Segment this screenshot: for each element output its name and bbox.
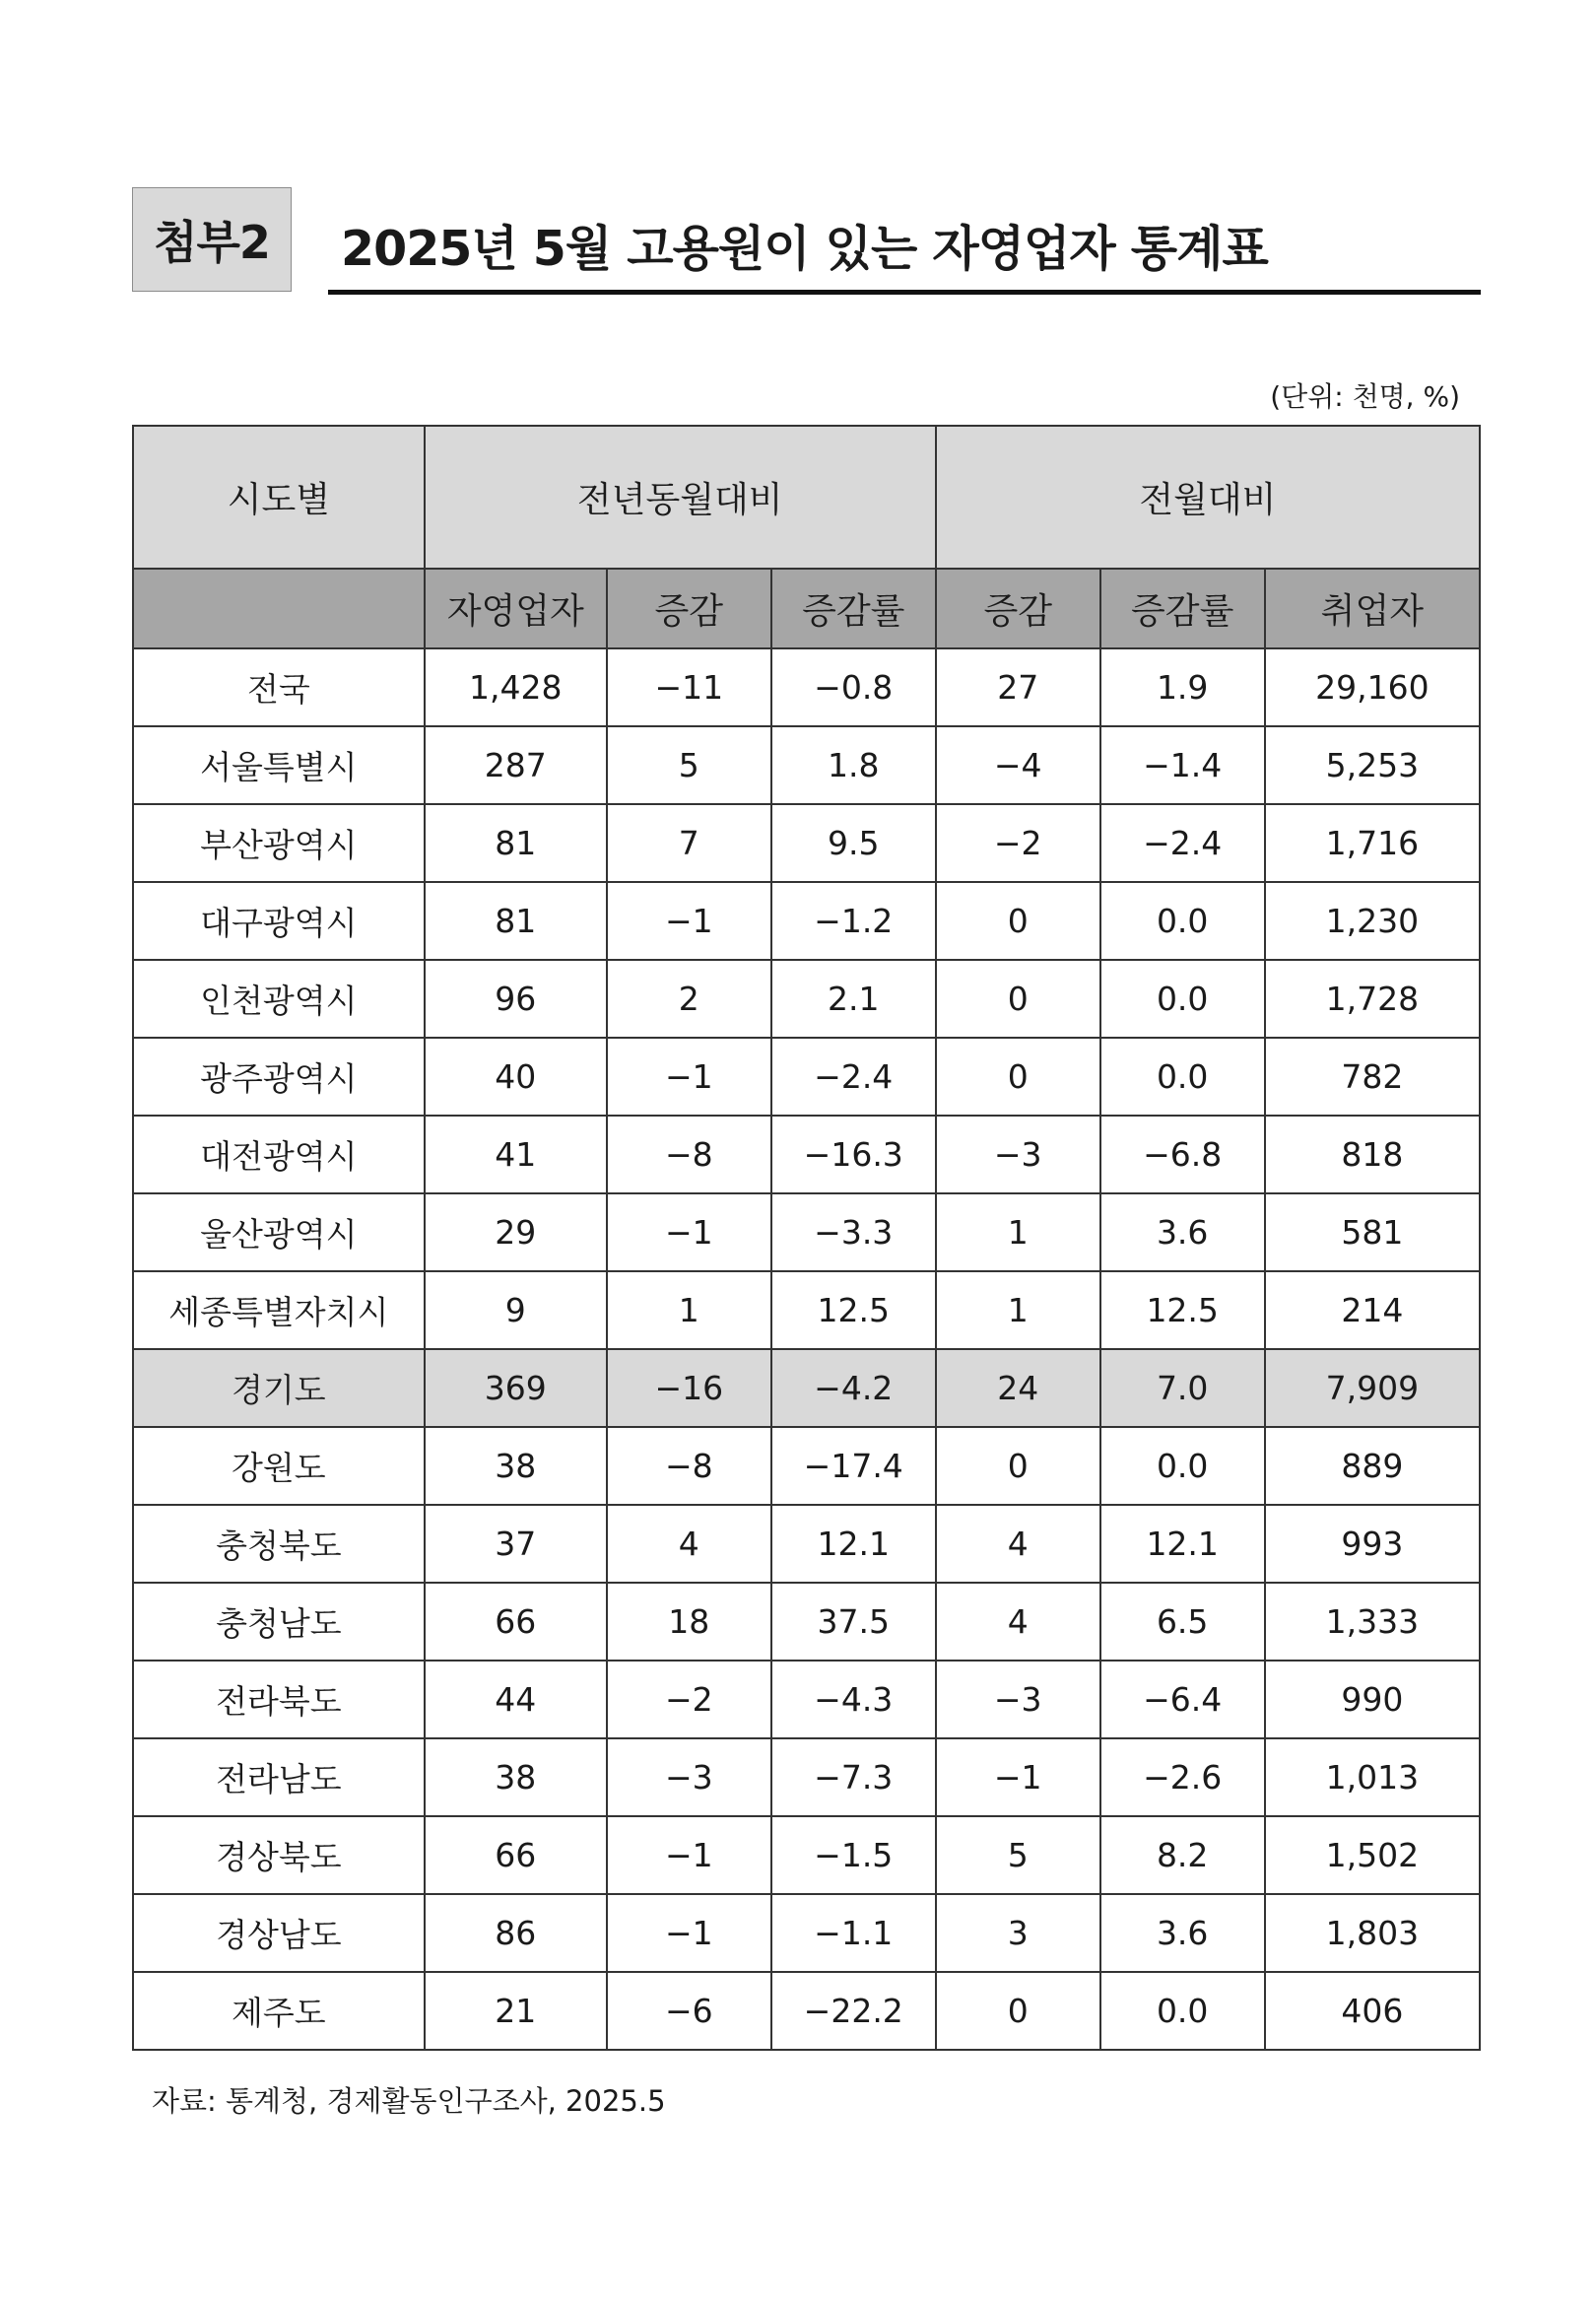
table-row <box>133 726 1480 804</box>
cell-mom-change: 5 <box>936 1816 1100 1894</box>
cell-yoy-change: −1 <box>607 1816 771 1894</box>
table-row <box>133 882 1480 960</box>
cell-yoy-rate: −17.4 <box>771 1427 936 1505</box>
cell-yoy-rate: −4.3 <box>771 1661 936 1738</box>
cell-mom-change: −3 <box>936 1661 1100 1738</box>
cell-employed: 1,333 <box>1265 1583 1480 1661</box>
cell-yoy-rate: 37.5 <box>771 1583 936 1661</box>
cell-yoy-rate: 2.1 <box>771 960 936 1038</box>
subheader-yoy-rate: 증감률 <box>771 569 936 648</box>
header-yoy: 전년동월대비 <box>425 426 936 569</box>
cell-yoy-rate: −22.2 <box>771 1972 936 2050</box>
table-row <box>133 1894 1480 1972</box>
cell-yoy-change: −3 <box>607 1738 771 1816</box>
table-row <box>133 1738 1480 1816</box>
cell-employed: 29,160 <box>1265 648 1480 726</box>
cell-mom-change: 24 <box>936 1349 1100 1427</box>
subheader-self-employed: 자영업자 <box>425 569 607 648</box>
cell-self-employed: 44 <box>425 1661 607 1738</box>
cell-mom-rate: 8.2 <box>1100 1816 1265 1894</box>
cell-employed: 990 <box>1265 1661 1480 1738</box>
cell-employed: 782 <box>1265 1038 1480 1116</box>
cell-yoy-change: 4 <box>607 1505 771 1583</box>
table-row <box>133 1271 1480 1349</box>
cell-yoy-rate: −4.2 <box>771 1349 936 1427</box>
cell-region: 경상남도 <box>133 1894 425 1972</box>
table-row <box>133 1972 1480 2050</box>
cell-self-employed: 66 <box>425 1583 607 1661</box>
cell-employed: 1,728 <box>1265 960 1480 1038</box>
cell-yoy-change: −8 <box>607 1116 771 1193</box>
cell-region: 전국 <box>133 648 425 726</box>
table-row <box>133 1505 1480 1583</box>
cell-yoy-rate: −2.4 <box>771 1038 936 1116</box>
statistics-table <box>132 425 1481 2051</box>
cell-region: 전라남도 <box>133 1738 425 1816</box>
table-row <box>133 1816 1480 1894</box>
cell-employed: 1,502 <box>1265 1816 1480 1894</box>
cell-yoy-change: −6 <box>607 1972 771 2050</box>
cell-self-employed: 86 <box>425 1894 607 1972</box>
unit-label: (단위: 천명, %) <box>1270 380 1460 413</box>
cell-yoy-change: −16 <box>607 1349 771 1427</box>
cell-employed: 1,803 <box>1265 1894 1480 1972</box>
cell-region: 충청북도 <box>133 1505 425 1583</box>
subheader-mom-change: 증감 <box>936 569 1100 648</box>
cell-yoy-rate: −1.2 <box>771 882 936 960</box>
table-row <box>133 1661 1480 1738</box>
cell-mom-change: 4 <box>936 1583 1100 1661</box>
cell-employed: 214 <box>1265 1271 1480 1349</box>
cell-yoy-rate: 9.5 <box>771 804 936 882</box>
cell-mom-change: −2 <box>936 804 1100 882</box>
cell-mom-change: 0 <box>936 1972 1100 2050</box>
cell-yoy-change: 1 <box>607 1271 771 1349</box>
cell-employed: 1,716 <box>1265 804 1480 882</box>
cell-self-employed: 40 <box>425 1038 607 1116</box>
cell-employed: 1,230 <box>1265 882 1480 960</box>
cell-yoy-change: −1 <box>607 1193 771 1271</box>
cell-mom-rate: 0.0 <box>1100 1427 1265 1505</box>
cell-region: 강원도 <box>133 1427 425 1505</box>
table-row <box>133 1193 1480 1271</box>
table-row <box>133 648 1480 726</box>
cell-employed: 581 <box>1265 1193 1480 1271</box>
cell-mom-change: −1 <box>936 1738 1100 1816</box>
cell-yoy-rate: 12.5 <box>771 1271 936 1349</box>
cell-self-employed: 38 <box>425 1427 607 1505</box>
cell-mom-rate: −1.4 <box>1100 726 1265 804</box>
cell-region: 충청남도 <box>133 1583 425 1661</box>
page-title: 2025년 5월 고용원이 있는 자영업자 통계표 <box>341 221 1268 277</box>
cell-region: 경기도 <box>133 1349 425 1427</box>
cell-self-employed: 38 <box>425 1738 607 1816</box>
cell-employed: 818 <box>1265 1116 1480 1193</box>
cell-region: 울산광역시 <box>133 1193 425 1271</box>
cell-employed: 5,253 <box>1265 726 1480 804</box>
cell-self-employed: 37 <box>425 1505 607 1583</box>
cell-employed: 406 <box>1265 1972 1480 2050</box>
cell-yoy-change: 18 <box>607 1583 771 1661</box>
cell-yoy-rate: 12.1 <box>771 1505 936 1583</box>
cell-yoy-change: −1 <box>607 1038 771 1116</box>
cell-mom-change: 0 <box>936 960 1100 1038</box>
cell-self-employed: 9 <box>425 1271 607 1349</box>
cell-mom-rate: −2.4 <box>1100 804 1265 882</box>
cell-region: 전라북도 <box>133 1661 425 1738</box>
cell-mom-rate: 7.0 <box>1100 1349 1265 1427</box>
cell-mom-change: 0 <box>936 882 1100 960</box>
cell-self-employed: 369 <box>425 1349 607 1427</box>
group-header-row <box>133 426 1480 569</box>
cell-region: 인천광역시 <box>133 960 425 1038</box>
table-row <box>133 1116 1480 1193</box>
cell-region: 제주도 <box>133 1972 425 2050</box>
table-body <box>133 648 1480 2050</box>
cell-region: 경상북도 <box>133 1816 425 1894</box>
cell-region: 세종특별자치시 <box>133 1271 425 1349</box>
cell-mom-rate: 0.0 <box>1100 960 1265 1038</box>
cell-mom-change: −4 <box>936 726 1100 804</box>
cell-mom-rate: −2.6 <box>1100 1738 1265 1816</box>
cell-mom-rate: 0.0 <box>1100 1038 1265 1116</box>
cell-self-employed: 96 <box>425 960 607 1038</box>
cell-yoy-change: −11 <box>607 648 771 726</box>
cell-yoy-change: −8 <box>607 1427 771 1505</box>
cell-mom-change: 0 <box>936 1038 1100 1116</box>
cell-mom-rate: 6.5 <box>1100 1583 1265 1661</box>
cell-yoy-change: 2 <box>607 960 771 1038</box>
cell-yoy-change: −2 <box>607 1661 771 1738</box>
header-region: 시도별 <box>133 426 425 569</box>
cell-employed: 993 <box>1265 1505 1480 1583</box>
subheader-yoy-change: 증감 <box>607 569 771 648</box>
cell-yoy-change: −1 <box>607 882 771 960</box>
cell-yoy-change: −1 <box>607 1894 771 1972</box>
cell-mom-change: 3 <box>936 1894 1100 1972</box>
cell-mom-rate: 0.0 <box>1100 1972 1265 2050</box>
table-row <box>133 1583 1480 1661</box>
table-row <box>133 960 1480 1038</box>
table-row <box>133 1427 1480 1505</box>
cell-region: 대구광역시 <box>133 882 425 960</box>
cell-mom-rate: 3.6 <box>1100 1894 1265 1972</box>
cell-self-employed: 1,428 <box>425 648 607 726</box>
header-mom: 전월대비 <box>936 426 1480 569</box>
sub-header-row <box>133 569 1480 648</box>
cell-employed: 7,909 <box>1265 1349 1480 1427</box>
cell-employed: 889 <box>1265 1427 1480 1505</box>
cell-mom-change: 27 <box>936 648 1100 726</box>
cell-mom-change: 1 <box>936 1193 1100 1271</box>
cell-yoy-rate: −1.5 <box>771 1816 936 1894</box>
source-note: 자료: 통계청, 경제활동인구조사, 2025.5 <box>152 2084 666 2118</box>
table-row <box>133 1038 1480 1116</box>
cell-self-employed: 81 <box>425 882 607 960</box>
cell-yoy-rate: −16.3 <box>771 1116 936 1193</box>
cell-mom-change: −3 <box>936 1116 1100 1193</box>
cell-self-employed: 287 <box>425 726 607 804</box>
cell-yoy-change: 5 <box>607 726 771 804</box>
cell-mom-rate: −6.4 <box>1100 1661 1265 1738</box>
cell-region: 서울특별시 <box>133 726 425 804</box>
table-row <box>133 1349 1480 1427</box>
subheader-empty <box>133 569 425 648</box>
cell-mom-change: 1 <box>936 1271 1100 1349</box>
cell-region: 부산광역시 <box>133 804 425 882</box>
cell-mom-change: 0 <box>936 1427 1100 1505</box>
table-row <box>133 804 1480 882</box>
cell-region: 대전광역시 <box>133 1116 425 1193</box>
cell-employed: 1,013 <box>1265 1738 1480 1816</box>
cell-self-employed: 21 <box>425 1972 607 2050</box>
cell-mom-rate: 0.0 <box>1100 882 1265 960</box>
cell-yoy-rate: −7.3 <box>771 1738 936 1816</box>
cell-mom-change: 4 <box>936 1505 1100 1583</box>
cell-mom-rate: 3.6 <box>1100 1193 1265 1271</box>
cell-yoy-rate: 1.8 <box>771 726 936 804</box>
subheader-mom-rate: 증감률 <box>1100 569 1265 648</box>
cell-yoy-rate: −1.1 <box>771 1894 936 1972</box>
cell-mom-rate: 1.9 <box>1100 648 1265 726</box>
title-underline <box>328 290 1481 295</box>
cell-mom-rate: 12.5 <box>1100 1271 1265 1349</box>
cell-mom-rate: −6.8 <box>1100 1116 1265 1193</box>
subheader-employed: 취업자 <box>1265 569 1480 648</box>
cell-mom-rate: 12.1 <box>1100 1505 1265 1583</box>
cell-yoy-change: 7 <box>607 804 771 882</box>
cell-region: 광주광역시 <box>133 1038 425 1116</box>
cell-self-employed: 81 <box>425 804 607 882</box>
cell-self-employed: 66 <box>425 1816 607 1894</box>
cell-yoy-rate: −3.3 <box>771 1193 936 1271</box>
cell-self-employed: 29 <box>425 1193 607 1271</box>
attachment-tag: 첨부2 <box>132 187 292 292</box>
cell-self-employed: 41 <box>425 1116 607 1193</box>
cell-yoy-rate: −0.8 <box>771 648 936 726</box>
